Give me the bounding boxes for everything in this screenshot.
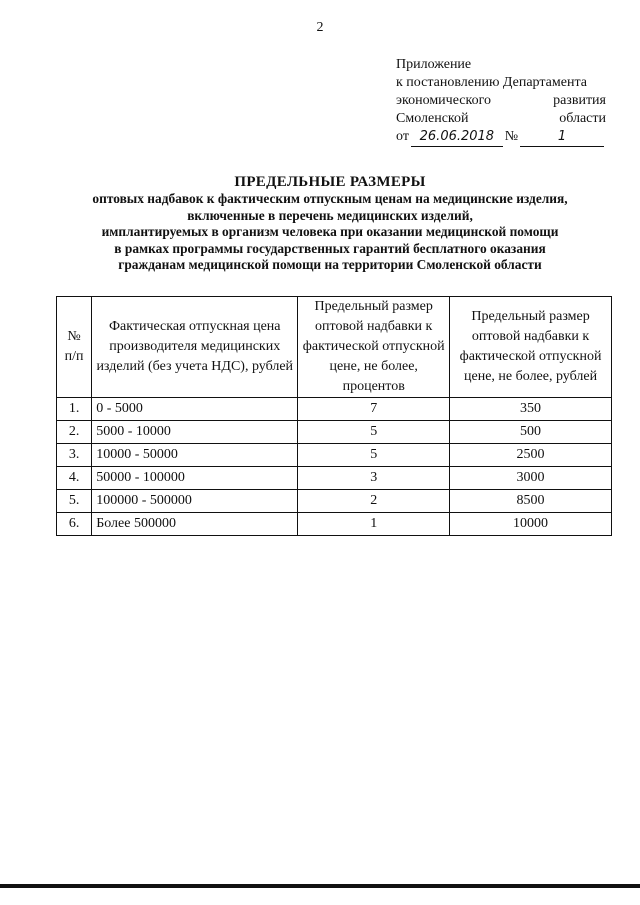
table-row [57, 490, 612, 513]
title-line-4: в рамках программы государственных гарантий бесплатного оказания [114, 240, 546, 256]
appendix-smolensk-word: Смоленской [396, 111, 469, 126]
row-number: 5. [57, 490, 92, 513]
appendix-block [396, 56, 606, 147]
row-percent: 5 [298, 444, 450, 467]
row-price-range: 0 - 5000 [92, 398, 298, 421]
appendix-department-word: экономического [396, 93, 491, 108]
handwritten-date: 26.06.2018 [411, 128, 503, 147]
title-line-2: включенные в перечень медицинских изделий, [187, 207, 473, 223]
appendix-date-number-line [396, 128, 606, 147]
title-main: ПРЕДЕЛЬНЫЕ РАЗМЕРЫ [234, 174, 426, 190]
row-number: 4. [57, 467, 92, 490]
appendix-decree: к постановлению Департамента [396, 75, 587, 90]
title-line-1: оптовых надбавок к фактическим отпускным ценам на медицинские изделия, [92, 191, 568, 206]
row-number: 3. [57, 444, 92, 467]
table-row [57, 398, 612, 421]
row-percent: 1 [298, 513, 450, 536]
row-number: 1. [57, 398, 92, 421]
table-row [57, 467, 612, 490]
row-percent: 7 [298, 398, 450, 421]
row-rubles: 8500 [450, 490, 612, 513]
row-rubles: 350 [450, 398, 612, 421]
markup-limits-table [56, 296, 612, 536]
row-number: 6. [57, 513, 92, 536]
row-price-range: 100000 - 500000 [92, 490, 298, 513]
handwritten-number: 1 [520, 128, 604, 147]
row-price-range: 10000 - 50000 [92, 444, 298, 467]
document-title [50, 173, 610, 274]
page-number: 2 [316, 20, 324, 35]
number-prefix: № [504, 129, 519, 144]
header-percent-limit: Предельный размер оптовой надбавки к фактической отпускной цене, не более, процентов [298, 297, 450, 398]
title-line-5: гражданам медицинской помощи на территории Смоленской области [118, 257, 542, 272]
title-line-3: имплантируемых в организм человека при оказании медицинской помощи [101, 224, 559, 239]
row-price-range: Более 500000 [92, 513, 298, 536]
date-prefix: от [396, 129, 409, 144]
row-percent: 2 [298, 490, 450, 513]
row-rubles: 3000 [450, 467, 612, 490]
table-row [57, 444, 612, 467]
header-ruble-limit: Предельный размер оптовой надбавки к фактической отпускной цене, не более, рублей [450, 297, 612, 398]
row-number: 2. [57, 421, 92, 444]
row-rubles: 2500 [450, 444, 612, 467]
row-percent: 3 [298, 467, 450, 490]
appendix-region-line [396, 110, 606, 128]
appendix-development-word: развития [553, 93, 606, 108]
table-header-row [57, 297, 612, 398]
row-rubles: 10000 [450, 513, 612, 536]
scan-bottom-border [0, 884, 640, 888]
row-price-range: 5000 - 10000 [92, 421, 298, 444]
header-price-range: Фактическая отпускная цена производителя медицинских изделий (без учета НДС), рублей [92, 297, 298, 398]
table-row [57, 513, 612, 536]
row-rubles: 500 [450, 421, 612, 444]
header-number: № п/п [57, 297, 92, 398]
row-price-range: 50000 - 100000 [92, 467, 298, 490]
appendix-title: Приложение [396, 57, 472, 72]
table-row [57, 421, 612, 444]
appendix-oblast-word: области [559, 111, 606, 126]
row-percent: 5 [298, 421, 450, 444]
appendix-department-line [396, 92, 606, 110]
